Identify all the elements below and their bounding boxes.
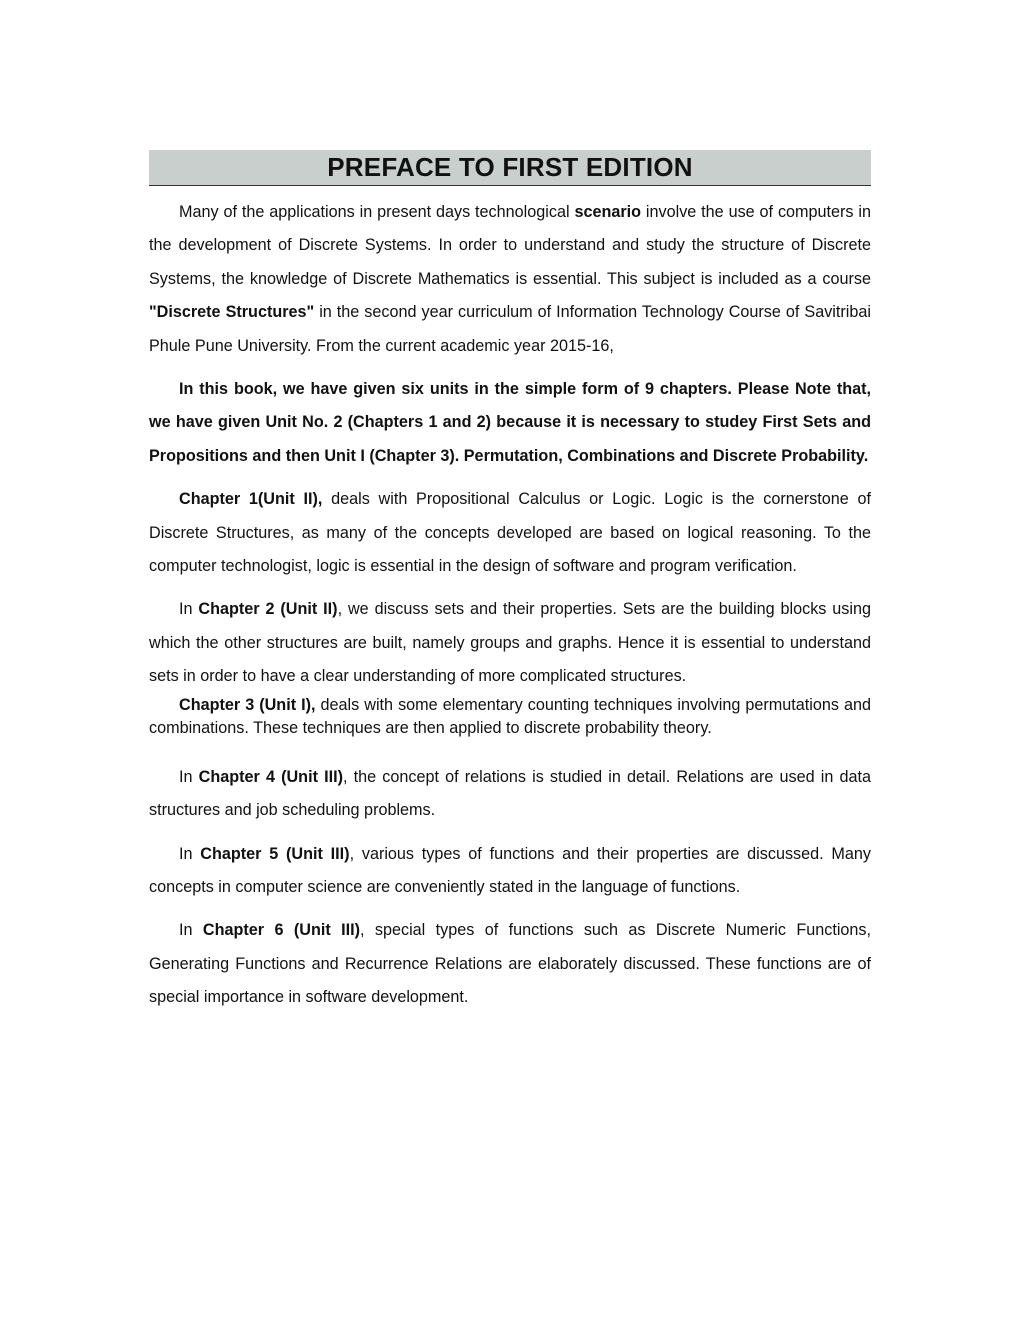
paragraph-intro: Many of the applications in present days technological scenario involve the use of computers in the development of Discrete Systems. In order to understand and study the structure of Discrete Systems, the knowledge of Discrete Mathematics is essential. This subject is included as a course "Discrete Structures" in the second year curriculum of Information Technology Course of Savitribai Phule Pune University. From the current academic year 2015-16,: [149, 203, 871, 355]
paragraph-chapter-2: In Chapter 2 (Unit II), we discuss sets and their properties. Sets are the building blocks using which the other structures are built, namely groups and graphs. Hence it is essential to understand sets in order to have a clear understanding of more complicated structures.: [149, 600, 871, 686]
title-bar: [149, 150, 871, 186]
paragraph-chapter-3: Chapter 3 (Unit I), deals with some elementary counting techniques involving permutations and combinations. These techniques are then applied to discrete probability theory.: [149, 695, 871, 738]
document-page: [149, 150, 871, 1025]
page-title: PREFACE TO FIRST EDITION: [327, 152, 693, 182]
paragraph-book-structure: In this book, we have given six units in the simple form of 9 chapters. Please Note that, we have given Unit No. 2 (Chapters 1 and 2) because it is necessary to studey First Sets and Propositions and then Unit I (Chapter 3). Permutation, Combinations and Discrete Probability.: [149, 380, 871, 465]
paragraph-chapter-5: In Chapter 5 (Unit III), various types of functions and their properties are discussed. Many concepts in computer science are conveniently stated in the language of functions.: [149, 844, 872, 896]
paragraph-chapter-6: In Chapter 6 (Unit III), special types of functions such as Discrete Numeric Functions, Generating Functions and Recurrence Relations are elaborately discussed. These functions are of special importance in software development.: [149, 921, 872, 1007]
paragraph-chapter-1: Chapter 1(Unit II), deals with Propositional Calculus or Logic. Logic is the cornerstone of Discrete Structures, as many of the concepts developed are based on logical reasoning. To the computer technologist, logic is essential in the design of software and program verification.: [149, 490, 871, 576]
paragraph-chapter-4: In Chapter 4 (Unit III), the concept of relations is studied in detail. Relations are used in data structures and job scheduling problems.: [149, 767, 872, 820]
